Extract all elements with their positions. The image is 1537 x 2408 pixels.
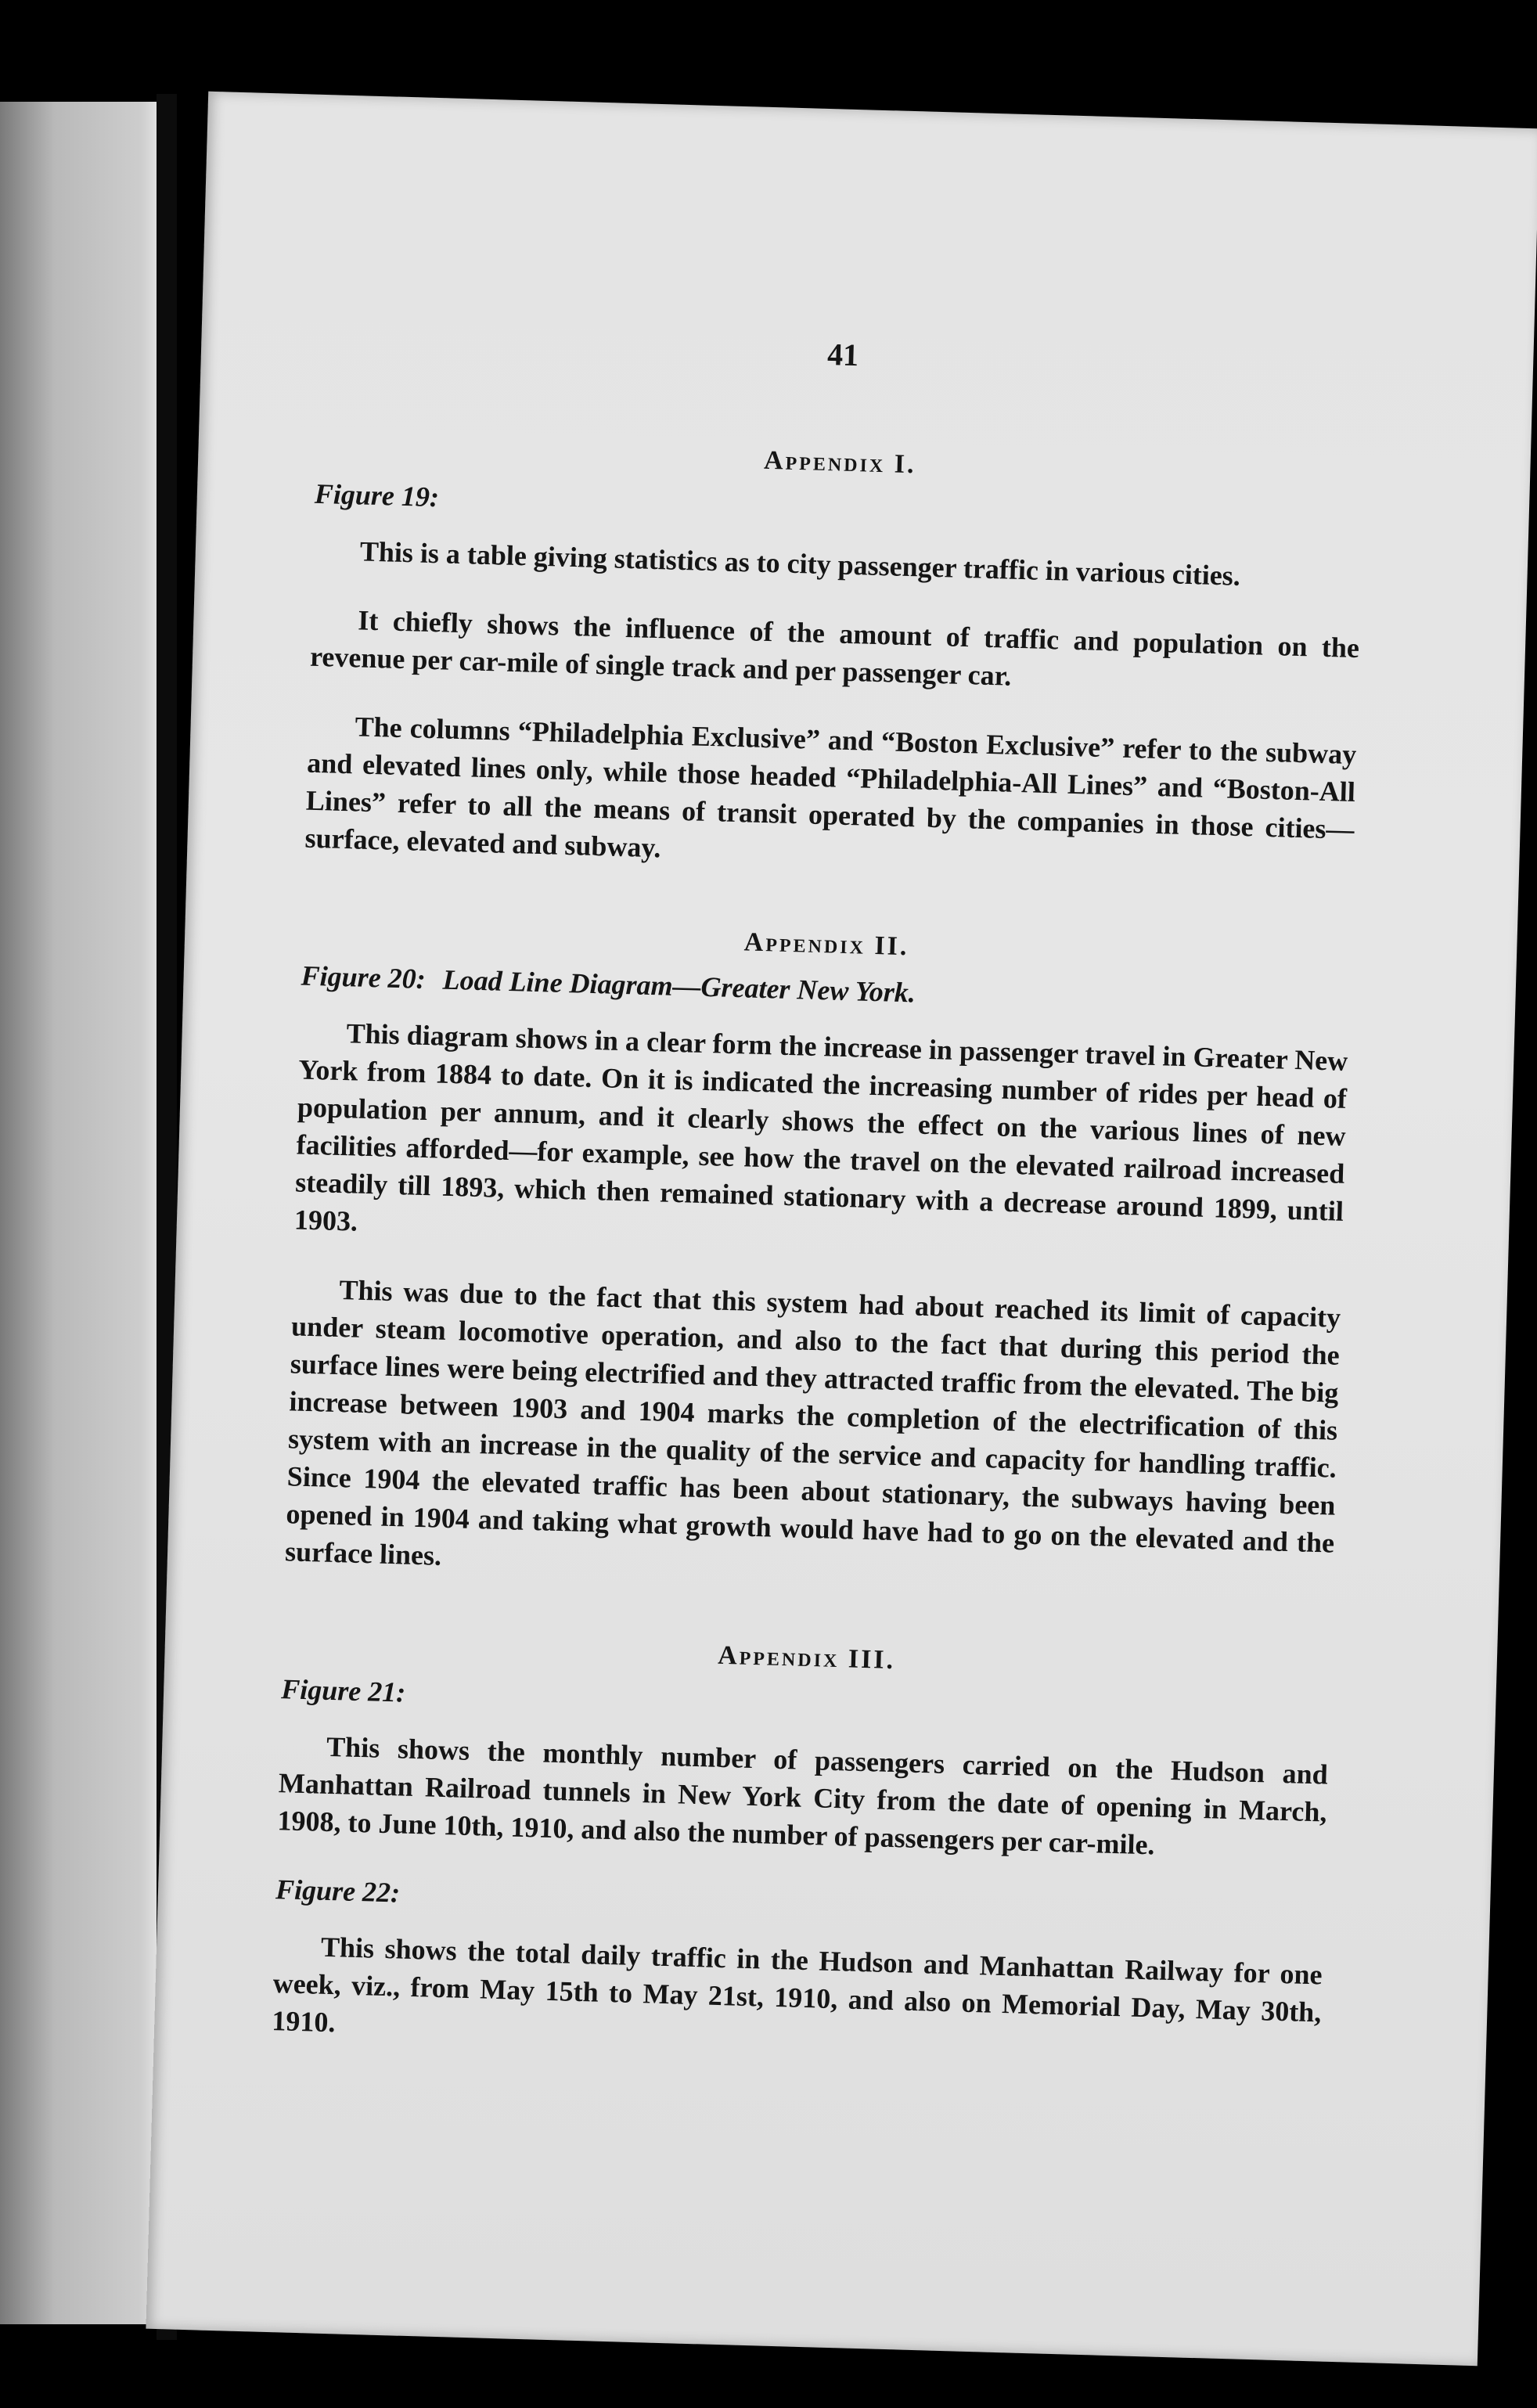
page-number: 41	[826, 337, 859, 373]
book-page	[146, 92, 1537, 2366]
figure-20-title: Load Line Diagram—Greater New York.	[442, 963, 916, 1009]
appendix-1-paragraph: This is a table giving statistics as to city passenger traffic in various cities.	[359, 535, 1241, 592]
appendix-1-paragraph: It chiefly shows the influence of the amount of traffic and population on the revenue per car-mile of single track and per passenger car.	[309, 604, 1360, 692]
appendix-3-heading: Appendix III.	[717, 1640, 896, 1676]
page-content	[271, 322, 1368, 2100]
figure-22-description: This shows the total daily traffic in the Hudson and Manhattan Railway for one week, viz., from May 15th to May 21st, 1910, and also on Memorial Day, May 30th, 1910.	[271, 1931, 1323, 2039]
figure-21-description: This shows the monthly number of passengers carried on the Hudson and Manhattan Railroad tunnels in New York City from the date of opening in March, 1908, to June 10th, 1910, and also the number of passengers per car-mile.	[277, 1730, 1329, 1861]
figure-19-label: Figure 19:	[314, 477, 440, 513]
figure-21-label: Figure 21:	[280, 1673, 406, 1708]
figure-22-label: Figure 22:	[275, 1873, 401, 1909]
appendix-1-paragraph: The columns “Philadelphia Exclusive” and “Boston Exclusive” refer to the subway and elevated lines only, while those headed “Philadelphia-All Lines” and “Boston-All Lines” refer to all the means of transit operated by the companies in those cities—surface, elevated and subway.	[304, 711, 1357, 864]
appendix-1-heading: Appendix I.	[763, 445, 917, 480]
appendix-2-paragraph: This diagram shows in a clear form the increase in passenger travel in Greater New York from 1884 to date. On it is indicated the increasing number of rides per head of population per annum, and it clearly shows the effect on the various lines of new facilities afforded—for example, see how the travel on the elevated railroad increased steadily till 1893, which then remained stationary with a decrease around 1899, until 1903.	[293, 1017, 1348, 1237]
figure-20-label: Figure 20:	[301, 959, 427, 995]
appendix-2-heading: Appendix II.	[743, 927, 909, 962]
left-page-edge	[0, 102, 157, 2324]
appendix-2-paragraph: This was due to the fact that this system had about reached its limit of capacity under steam locomotive operation, and also to the fact that during this period the surface lines were being electrified and they attracted traffic from the elevated. The big increase between 1903 and 1904 marks the completion of the electrification of this system with an increase in the quality of the service and capacity for handling traffic. Since 1904 the elevated traffic has been about stationary, the subways having been opened in 1904 and taking what growth would have had to go on the elevated and the surface lines.	[284, 1274, 1341, 1571]
